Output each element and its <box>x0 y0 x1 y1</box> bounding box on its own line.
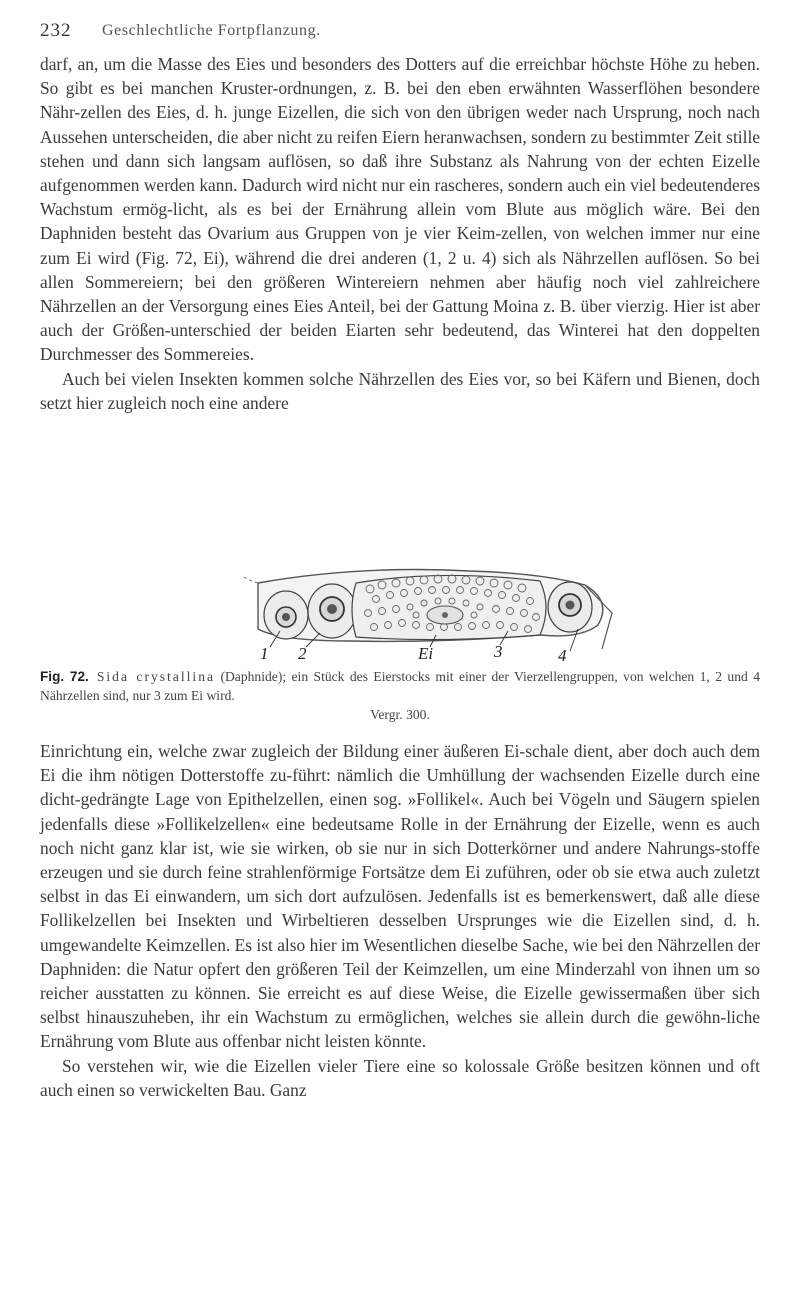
cell-2 <box>308 584 356 638</box>
figure-number: Fig. 72. <box>40 669 89 684</box>
cell-4 <box>548 582 592 632</box>
page-number: 232 <box>40 20 72 41</box>
ovary-drawing <box>240 563 620 663</box>
caption-species: Sida crystallina <box>96 669 216 684</box>
running-title: Geschlechtliche Fortpflanzung. <box>102 22 321 39</box>
paragraph: Einrichtung ein, welche zwar zugleich der Bildung einer äußeren Ei-schale dient, aber doch auch dem Ei die ihm nötigen Dotterstoffe zu-führt: nämlich die Umhüllung der wachsenden Eizelle durch eine dicht-gedrängte Lage von Epithelzellen, einen sog. »Follikel«. Auch bei Vögeln und Säugern spielen jedenfalls diese »Follikelzellen« eine bedeutsame Rolle in der Ernährung der Eizelle, wenn es auch noch nicht ganz klar ist, wie sie wirken, ob sie nur in sich Dotterkörner und andere Nahrungs-stoffe erzeugen und sie durch feine strahlenförmige Fortsätze dem Ei zuführen, oder ob sie etwa auch zuletzt selbst in das Ei einwandern, um sich dort aufzulösen. Jedenfalls ist es bemerkenswert, daß alle diese Follikelzellen bei Insekten und Wirbeltieren desselben Ursprunges wie die Eizellen sind, d. h. umgewandelte Keimzellen. Es ist also hier im Wesentlichen dieselbe Sache, wie bei den Nährzellen der Daphniden: die Natur opfert den größeren Teil der Keimzellen, um eine Minderzahl von ihnen um so reicher ausstatten zu können. Sie erreicht es auf diese Weise, die Eizelle gewissermaßen über sich selbst hinauszuheben, ihr ein Wachstum zu ermöglichen, welches sie allein durch die gewöhn-liche Ernährung vom Blute aus offenbar nicht leisten könnte. <box>40 741 760 1052</box>
label-1: 1 <box>260 644 269 663</box>
egg-cell <box>352 575 546 640</box>
tube-start <box>244 577 258 583</box>
body-text-after-figure <box>40 739 760 1102</box>
page-header <box>40 20 760 44</box>
label-2: 2 <box>298 644 307 663</box>
caption-text: (Daphnide); ein Stück des Eierstocks mit einer der Vierzellengruppen, von welchen 1, 2 und 4 Nährzellen sind, nur 3 zum Ei wird. <box>40 669 760 703</box>
label-4: 4 <box>558 646 567 663</box>
caption-magnification: Vergr. 300. <box>370 707 430 722</box>
label-ei: Ei <box>418 644 434 663</box>
figure-ovary-illustration <box>240 563 620 663</box>
body-text-before-figure <box>40 52 760 415</box>
paragraph: darf, an, um die Masse des Eies und besonders des Dotters auf die erreichbar höchste Höhe zu heben. So gibt es bei manchen Kruster-ordnungen, z. B. bei den eben erwähnten Wasserflöhen besondere Nähr-zellen des Eies, d. h. junge Eizellen, die sich von den übrigen weder nach Ursprung, noch nach Aussehen unterscheiden, die aber nicht zu reifen Eiern heranwachsen, sondern zu bestimmter Zeit stille stehen und dann sich langsam auflösen, so daß ihre Substanz als Nahrung von der echten Eizelle aufgenommen werden kann. Dadurch wird nicht nur ein rascheres, sondern auch ein viel bedeutenderes Wachstum ermög-licht, als es bei der Ernährung allein vom Blute aus möglich wäre. Bei den Daphniden besteht das Ovarium aus Gruppen von je vier Keim-zellen, von welchen immer nur eine zum Ei wird (Fig. 72, Ei), während die drei anderen (1, 2 u. 4) sich als Nährzellen auflösen. So bei allen Sommereiern; bei den größeren Wintereiern nehmen aber häufig noch viel zahlreichere Nährzellen an der Versorgung eines Eies Anteil, bei der Gattung Moina z. B. über vierzig. Hier ist aber auch der Größen-unterschied der beiden Eiarten sehr bedeutend, das Winterei hat den doppelten Durchmesser des Sommereies. <box>40 54 760 365</box>
paragraph: So verstehen wir, wie die Eizellen vieler Tiere eine so kolossale Größe besitzen können und oft auch einen so verwickelten Bau. Ganz <box>40 1055 760 1100</box>
figure-caption <box>40 667 760 724</box>
paragraph: Auch bei vielen Insekten kommen solche Nährzellen des Eies vor, so bei Käfern und Bienen, doch setzt hier zugleich noch eine andere <box>40 368 760 413</box>
label-3: 3 <box>494 642 503 661</box>
cell-1 <box>264 591 308 639</box>
